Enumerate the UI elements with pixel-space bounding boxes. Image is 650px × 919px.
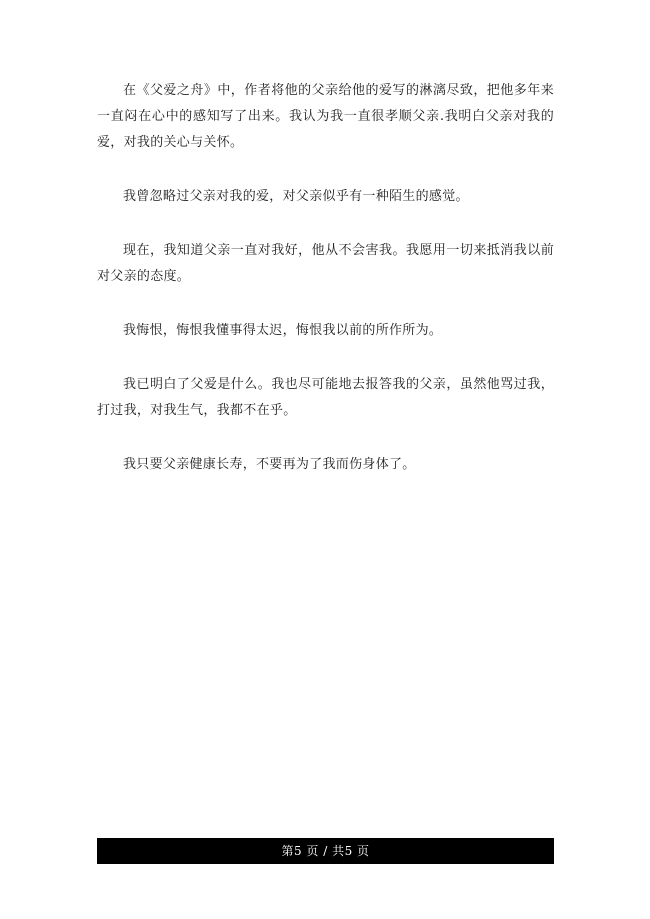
page-number-label: 第5 页 / 共5 页	[281, 844, 370, 858]
paragraph: 在《父爱之舟》中，作者将他的父亲给他的爱写的淋漓尽致，把他多年来一直闷在心中的感知写了出来。我认为我一直很孝顺父亲.我明白父亲对我的爱，对我的关心与关怀。	[97, 83, 554, 150]
document-body	[97, 78, 554, 506]
paragraph: 我已明白了父爱是什么。我也尽可能地去报答我的父亲，虽然他骂过我，打过我，对我生气，我都不在乎。	[97, 377, 554, 418]
paragraph: 我曾忽略过父亲对我的爱，对父亲似乎有一种陌生的感觉。	[123, 189, 469, 204]
page-footer	[97, 838, 554, 864]
paragraph: 我只要父亲健康长寿，不要再为了我而伤身体了。	[123, 457, 416, 472]
paragraph: 现在，我知道父亲一直对我好，他从不会害我。我愿用一切来抵消我以前对父亲的态度。	[97, 243, 554, 284]
paragraph: 我悔恨，悔恨我懂事得太迟，悔恨我以前的所作所为。	[123, 323, 443, 338]
